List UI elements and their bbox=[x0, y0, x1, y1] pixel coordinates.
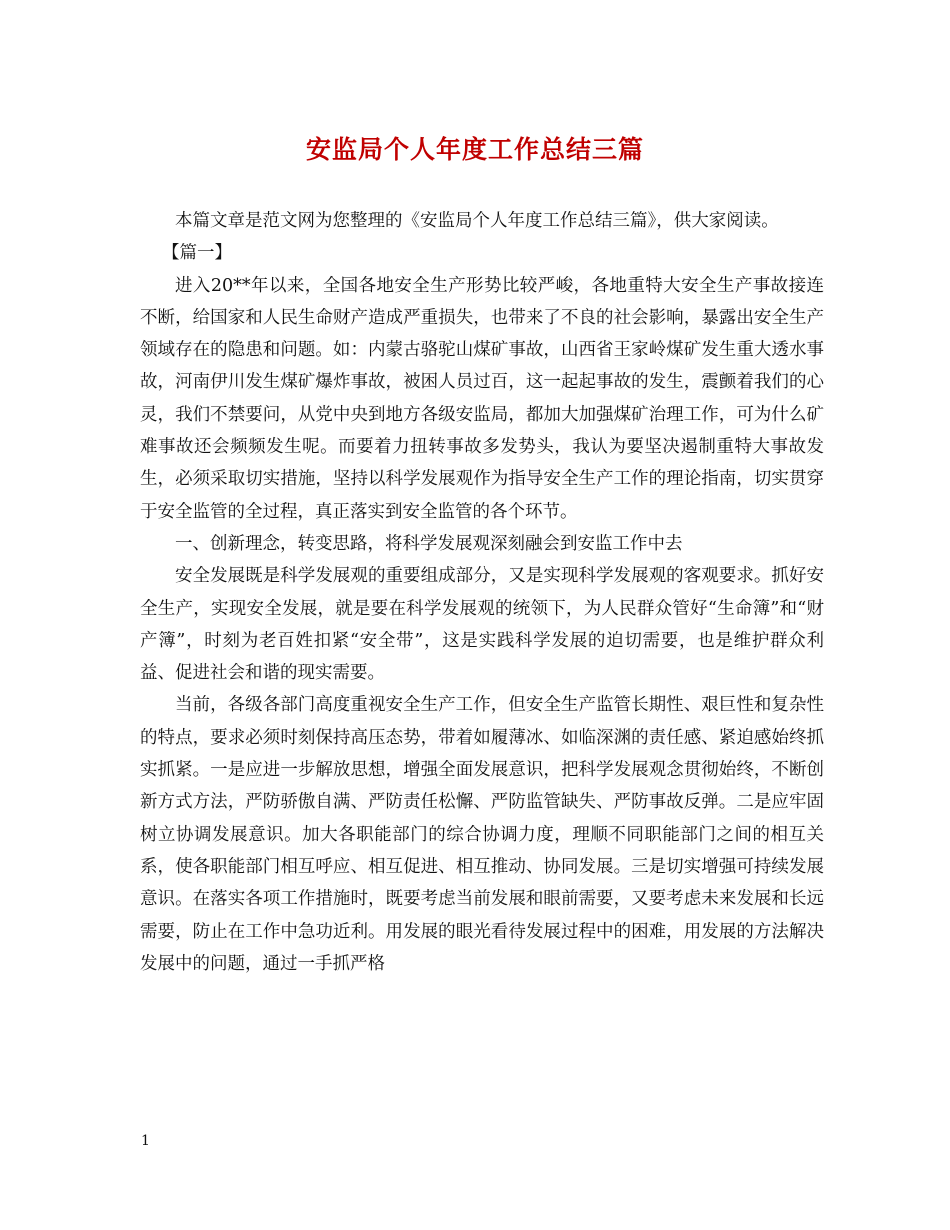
document-body bbox=[140, 205, 824, 980]
section-heading-1: 一、创新理念，转变思路，将科学发展观深刻融会到安监工作中去 bbox=[175, 533, 683, 554]
part-one-heading: 【篇一】 bbox=[162, 243, 232, 264]
paragraph-1: 进入20**年以来，全国各地安全生产形势比较严峻，各地重特大安全生产事故接连不断，给国家和人民生命财产造成严重损失，也带来了不良的社会影响，暴露出安全生产领域存在的隐患和问题。如：内蒙古骆驼山煤矿事故，山西省王家岭煤矿发生重大透水事故，河南伊川发生煤矿爆炸事故，被困人员过百，这一起起事故的发生，震颤着我们的心灵，我们不禁要问，从党中央到地方各级安监局，都加大加强煤矿治理工作，可为什么矿难事故还会频频发生呢。而要着力扭转事故多发势头，我认为要坚决遏制重特大事故发生，必须采取切实措施，坚持以科学发展观作为指导安全生产工作的理论指南，切实贯穿于安全监管的全过程，真正落实到安全监管的各个环节。 bbox=[140, 275, 824, 522]
document-title: 安监局个人年度工作总结三篇 bbox=[305, 135, 644, 164]
paragraph-2: 安全发展既是科学发展观的重要组成部分，又是实现科学发展观的客观要求。抓好安全生产，实现安全发展，就是要在科学发展观的统领下，为人民群众管好“生命簿”和“财产簿”，时刻为老百姓扣紧“安全带”，这是实践科学发展的迫切需要，也是维护群众利益、促进社会和谐的现实需要。 bbox=[140, 566, 824, 684]
intro-paragraph: 本篇文章是范文网为您整理的《安监局个人年度工作总结三篇》，供大家阅读。 bbox=[175, 211, 779, 231]
page-number: 1 bbox=[141, 1133, 150, 1149]
paragraph-3: 当前，各级各部门高度重视安全生产工作，但安全生产监管长期性、艰巨性和复杂性的特点，要求必须时刻保持高压态势，带着如履薄冰、如临深渊的责任感、紧迫感始终抓实抓紧。一是应进一步解放思想，增强全面发展意识，把科学发展观念贯彻始终，不断创新方式方法，严防骄傲自满、严防责任松懈、严防监管缺失、严防事故反弹。二是应牢固树立协调发展意识。加大各职能部门的综合协调力度，理顺不同职能部门之间的相互关系，使各职能部门相互呼应、相互促进、相互推动、协同发展。三是切实增强可持续发展意识。在落实各项工作措施时，既要考虑当前发展和眼前需要，又要考虑未来发展和长远需要，防止在工作中急功近利。用发展的眼光看待发展过程中的困难，用发展的方法解决发展中的问题，通过一手抓严格 bbox=[140, 695, 824, 974]
